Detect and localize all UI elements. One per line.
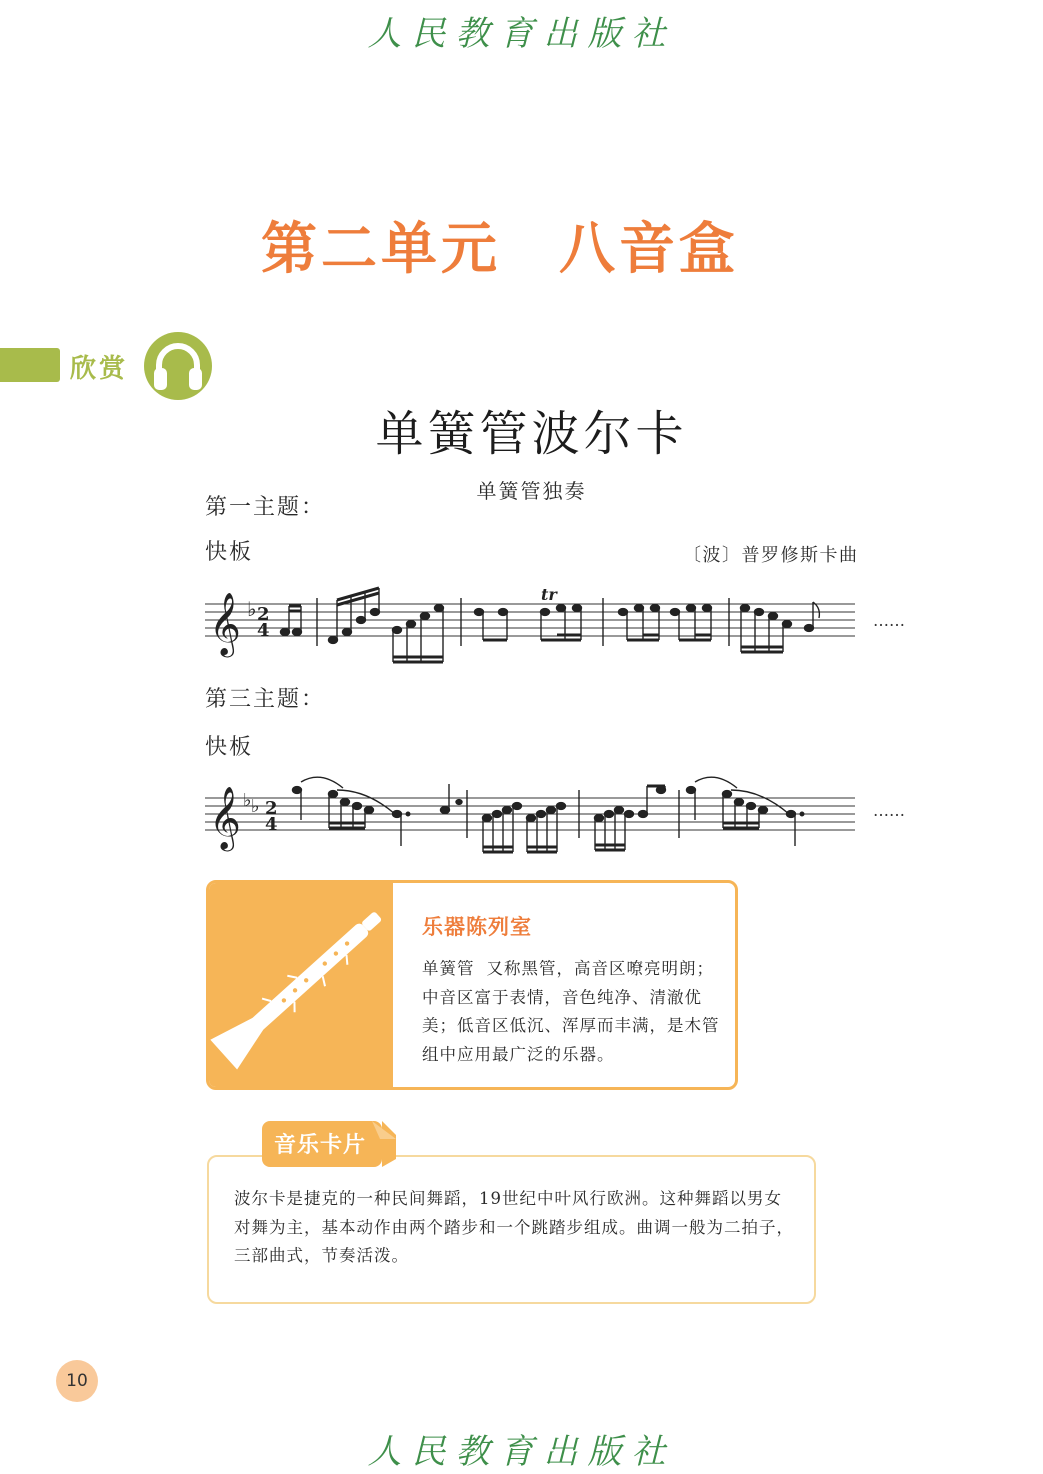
section-tab-bar: [0, 348, 60, 382]
theme3-staff: [205, 770, 915, 860]
theme1-continuation: ……: [873, 611, 905, 630]
treble-clef-icon: 𝄞: [209, 786, 241, 849]
flat-sign-icon: ♭: [247, 597, 257, 621]
theme1-staff: [205, 580, 915, 670]
headphones-icon: [143, 331, 213, 401]
theme1-label: 第一主题：: [205, 495, 326, 520]
time-signature-top: 2: [257, 604, 270, 625]
trill-mark: tr: [541, 585, 557, 604]
section-tab-label: 欣赏: [70, 354, 129, 384]
publisher-logo-bottom: 人民教育出版社: [367, 1432, 676, 1472]
instrument-image-panel: [209, 883, 393, 1087]
flat-sign-icon: ♭: [243, 790, 252, 811]
unit-title: [0, 205, 1000, 285]
song-title: 单簧管波尔卡: [375, 406, 688, 462]
publisher-logo-top: 人民教育出版社: [367, 14, 676, 54]
theme3-continuation: ……: [873, 801, 905, 820]
music-card-text: 波尔卡是捷克的一种民间舞蹈，19世纪中叶风行欧洲。这种舞蹈以男女对舞为主，基本动作由两个踏步和一个跳踏步组成。曲调一般为二拍子，三部曲式，节奏活泼。: [234, 1189, 794, 1265]
theme3-label: 第三主题：: [205, 687, 326, 712]
treble-clef-icon: 𝄞: [209, 592, 241, 655]
song-subtitle: 单簧管独奏: [476, 479, 587, 503]
time-signature-bottom: 4: [257, 620, 270, 641]
clarinet-icon: [209, 883, 393, 1087]
time-signature-top: 2: [265, 798, 278, 819]
instrument-gallery-box: [206, 880, 738, 1090]
time-signature-bottom: 4: [265, 814, 278, 835]
theme3-tempo: 快板: [205, 735, 254, 760]
theme1-tempo: 快板: [205, 540, 254, 565]
instrument-term: 单簧管: [422, 959, 475, 978]
instrument-description: [422, 955, 722, 1069]
unit-number: 第二单元: [261, 217, 501, 282]
theme3-notes: [293, 777, 804, 852]
page-number: 10: [56, 1360, 98, 1402]
composer-credit: 〔波〕普罗修斯卡曲: [683, 545, 859, 566]
unit-name: 八音盒: [559, 217, 739, 282]
instrument-description-text: 又称黑管，高音区嘹亮明朗；中音区富于表情，音色纯净、清澈优美；低音区低沉、浑厚而丰满，是木管组中应用最广泛的乐器。: [422, 959, 720, 1064]
music-card-tab-label: 音乐卡片: [274, 1133, 367, 1158]
flat-sign-icon: ♭: [251, 796, 260, 817]
instrument-box-heading: 乐器陈列室: [422, 915, 532, 939]
